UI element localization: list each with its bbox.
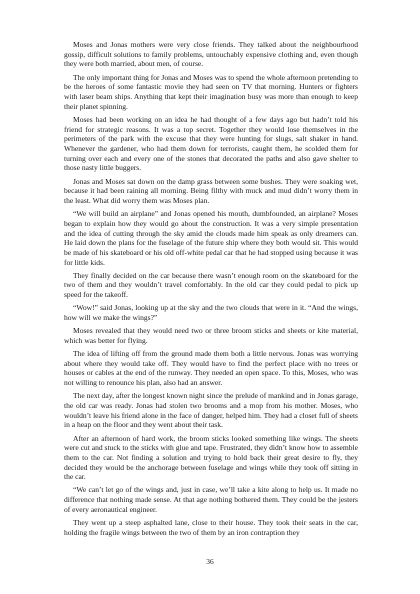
paragraph: “Wow!” said Jonas, looking up at the sky and the two clouds that were in it. “And the wings, how will we make the wings?” bbox=[64, 303, 358, 323]
paragraph: Moses had been working on an idea he had thought of a few days ago but hadn’t told his friend for strategic reasons. It was a top secret. Together they would lose themselves in the perimeters of the park with the excuse that they were hunting for slugs, salt shaker in hand. Whenever the gardener, who had them down for terrorists, caught them, he scolded them for turning over each and every one of the stones that decorated the paths and also gave shelter to those nasty little buggers. bbox=[64, 114, 358, 173]
paragraph: “We can’t let go of the wings and, just in case, we’ll take a kite along to help us. It made no difference that nothing made sense. At that age nothing bothered them. They could be the jesters of every aeronautical engineer. bbox=[64, 485, 358, 514]
page-number: 36 bbox=[206, 557, 214, 566]
paragraph: “We will build an airplane” and Jonas opened his mouth, dumbfounded, an airplane? Moses began to explain how they would go about the construction. It was a very simple presentation and the idea of cutting through the sky amid the clouds made him speak as only dreamers can. He laid down the plans for the fuselage of the future ship where they both would sit. This would be made of his skateboard or his old off-white pedal car that he had stopped using because it was for little kids. bbox=[64, 209, 358, 267]
body-text bbox=[64, 40, 358, 541]
paragraph: The idea of lifting off from the ground made them both a little nervous. Jonas was worrying about where they would take off. They would have to find the perfect place with no trees or houses or cables at the end of the runway. They needed an open space. To this, Moses, who was not willing to renounce his plan, also had an answer. bbox=[64, 348, 358, 388]
paragraph: Jonas and Moses sat down on the damp grass between some bushes. They were soaking wet, because it had been raining all morning. Being filthy with muck and mud didn’t worry them in the least. What did worry them was Moses plan. bbox=[64, 176, 358, 205]
paragraph: They finally decided on the car because there wasn’t enough room on the skateboard for the two of them and they wouldn’t travel comfortably. In the old car they could pedal to pick up speed for the takeoff. bbox=[64, 270, 358, 300]
paragraph: They went up a steep asphalted lane, close to their house. They took their seats in the car, holding the fragile wings between the two of them by an iron contraption they bbox=[64, 518, 358, 537]
paragraph: The next day, after the longest known night since the prelude of mankind and in Jonas garage, the old car was ready. Jonas had stolen two brooms and a mop from his mother. Moses, who wouldn’t leave his friend alone in the face of danger, helped him. They had a closet full of sheets in a heap on the floor and they went about their task. bbox=[64, 391, 358, 430]
paragraph: The only important thing for Jonas and Moses was to spend the whole afternoon pretending to be the heroes of some fantastic movie they had seen on TV that morning. Hunters or fighters with laser beam ships. Anything that kept their imagination busy was more than enough to keep their planet spinning. bbox=[64, 72, 358, 111]
paragraph: After an afternoon of hard work, the broom sticks looked something like wings. The sheets were cut and stuck to the sticks with glue and tape. Frustrated, they didn’t know how to assemble them to the car. Not finding a solution and trying to hold back their great desire to fly, they decided they would be the anchorage between fuselage and wings while they took off sitting in the car. bbox=[64, 433, 358, 482]
paragraph: Moses revealed that they would need two or three broom sticks and sheets or kite material, which was better for flying. bbox=[64, 326, 358, 345]
paragraph: Moses and Jonas mothers were very close friends. They talked about the neighbourhood gossip, difficult solutions to family problems, untouchably expensive clothing and, even though they were both married, about men, of course. bbox=[64, 40, 358, 69]
